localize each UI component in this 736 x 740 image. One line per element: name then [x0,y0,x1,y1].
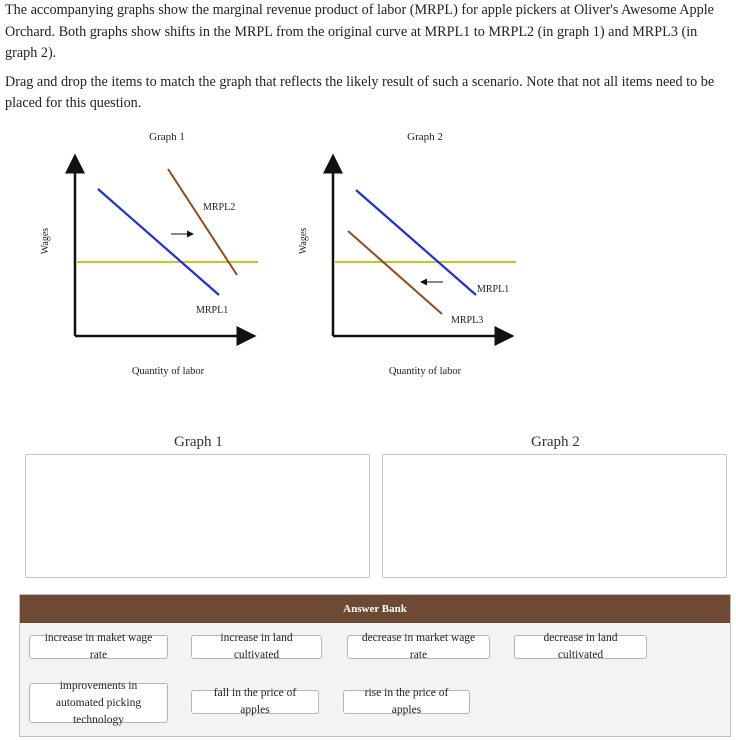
answer-chip-increase-market-wage[interactable]: increase in maket wage rate [29,635,168,659]
graph2-x-axis-label: Quantity of labor [388,366,462,377]
graph1-x-axis-label: Quantity of labor [131,366,205,377]
question-paragraph-2: Drag and drop the items to match the graph that reflects the likely result of such a scenario. Note that not all items need to be placed for this question. [5,73,715,111]
graph1-y-axis-label: Wages [40,227,51,255]
graph1-mrpl1-curve [98,189,219,295]
graph2-y-axis-label: Wages [298,227,309,255]
answer-chip-automated-picking[interactable]: improvements in automated picking technology [29,683,168,723]
drop-zone-graph2-title: Graph 2 [531,434,580,450]
answer-chip-increase-land-cultivated[interactable]: increase in land cultivated [191,635,322,659]
answer-chip-decrease-land-cultivated[interactable]: decrease in land cultivated [514,635,647,659]
graph1-title: Graph 1 [149,131,185,143]
graph2-mrpl3-label: MRPL3 [451,315,484,326]
graph2-mrpl1-curve [356,190,476,295]
graph1-mrpl2-label: MRPL2 [203,202,236,213]
answer-bank [19,594,731,737]
drop-zone-graph1-title: Graph 1 [174,434,223,450]
graph1-mrpl1-label: MRPL1 [196,305,229,316]
question-text [5,0,731,122]
graph2-title: Graph 2 [407,131,443,143]
graph2-mrpl3-curve [348,231,442,314]
answer-bank-title: Answer Bank [20,595,730,623]
answer-chip-decrease-market-wage[interactable]: decrease in market wage rate [347,635,490,659]
graph2-mrpl1-label: MRPL1 [477,284,510,295]
answer-chip-fall-apple-price[interactable]: fall in the price of apples [191,690,319,714]
question-paragraph-1: The accompanying graphs show the marginal revenue product of labor (MRPL) for apple pickers at Oliver's Awesome Apple Orchard. Both graphs show shifts in the MRPL from the original curve at MRPL1 to MRPL2 (in graph 1) and MRPL3 (in graph 2). [5,2,714,61]
drop-zone-graph1[interactable] [25,454,370,578]
graph1 [40,131,258,377]
graphs-figure [0,120,736,390]
graph2 [298,131,516,377]
drop-zone-graph2[interactable] [382,454,727,578]
answer-chip-rise-apple-price[interactable]: rise in the price of apples [343,690,470,714]
